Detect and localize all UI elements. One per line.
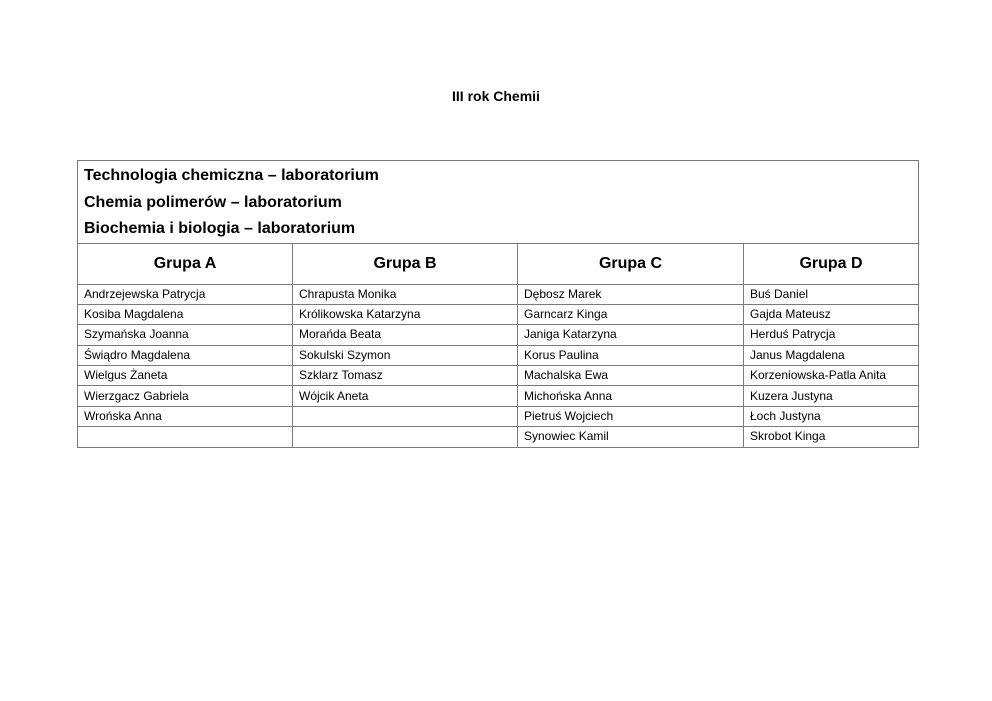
table-row: [78, 284, 919, 304]
student-cell: Świądro Magdalena: [78, 345, 293, 365]
subjects-cell: [78, 161, 919, 244]
group-header-c: Grupa C: [518, 243, 744, 284]
student-cell: Skrobot Kinga: [744, 427, 919, 447]
group-header-a: Grupa A: [78, 243, 293, 284]
student-cell: Łoch Justyna: [744, 406, 919, 426]
subject-title: Biochemia i biologia – laboratorium: [84, 220, 356, 237]
student-cell: Michońska Anna: [518, 386, 744, 406]
subjects-row: [78, 161, 919, 244]
student-cell: Gajda Mateusz: [744, 304, 919, 324]
student-cell: Wierzgacz Gabriela: [78, 386, 293, 406]
student-cell: Szymańska Joanna: [78, 325, 293, 345]
student-cell: Andrzejewska Patrycja: [78, 284, 293, 304]
student-cell: Królikowska Katarzyna: [293, 304, 518, 324]
table-row: [78, 345, 919, 365]
subject-title: Technologia chemiczna – laboratorium: [84, 167, 379, 184]
student-cell: Chrapusta Monika: [293, 284, 518, 304]
table-row: [78, 386, 919, 406]
student-cell: Herduś Patrycja: [744, 325, 919, 345]
student-cell: Morańda Beata: [293, 325, 518, 345]
student-cell: Synowiec Kamil: [518, 427, 744, 447]
student-cell: Wielgus Żaneta: [78, 366, 293, 386]
table-row: [78, 406, 919, 426]
group-table: [77, 160, 919, 448]
student-cell: [293, 427, 518, 447]
student-cell: Buś Daniel: [744, 284, 919, 304]
table-row: [78, 325, 919, 345]
student-cell: Janus Magdalena: [744, 345, 919, 365]
group-header-b: Grupa B: [293, 243, 518, 284]
student-cell: Pietruś Wojciech: [518, 406, 744, 426]
student-cell: Wójcik Aneta: [293, 386, 518, 406]
student-cell: [293, 406, 518, 426]
student-cell: Sokulski Szymon: [293, 345, 518, 365]
student-cell: Wrońska Anna: [78, 406, 293, 426]
student-cell: Garncarz Kinga: [518, 304, 744, 324]
group-header-d: Grupa D: [744, 243, 919, 284]
student-cell: Janiga Katarzyna: [518, 325, 744, 345]
student-cell: [78, 427, 293, 447]
student-cell: Kosiba Magdalena: [78, 304, 293, 324]
student-cell: Dębosz Marek: [518, 284, 744, 304]
table-row: [78, 427, 919, 447]
student-cell: Korzeniowska-Patla Anita: [744, 366, 919, 386]
student-cell: Korus Paulina: [518, 345, 744, 365]
subject-title: Chemia polimerów – laboratorium: [84, 193, 342, 211]
page-title: III rok Chemii: [452, 88, 540, 104]
student-cell: Szklarz Tomasz: [293, 366, 518, 386]
table-row: [78, 304, 919, 324]
table-row: [78, 366, 919, 386]
student-cell: Kuzera Justyna: [744, 386, 919, 406]
student-cell: Machalska Ewa: [518, 366, 744, 386]
group-header-row: [78, 243, 919, 284]
